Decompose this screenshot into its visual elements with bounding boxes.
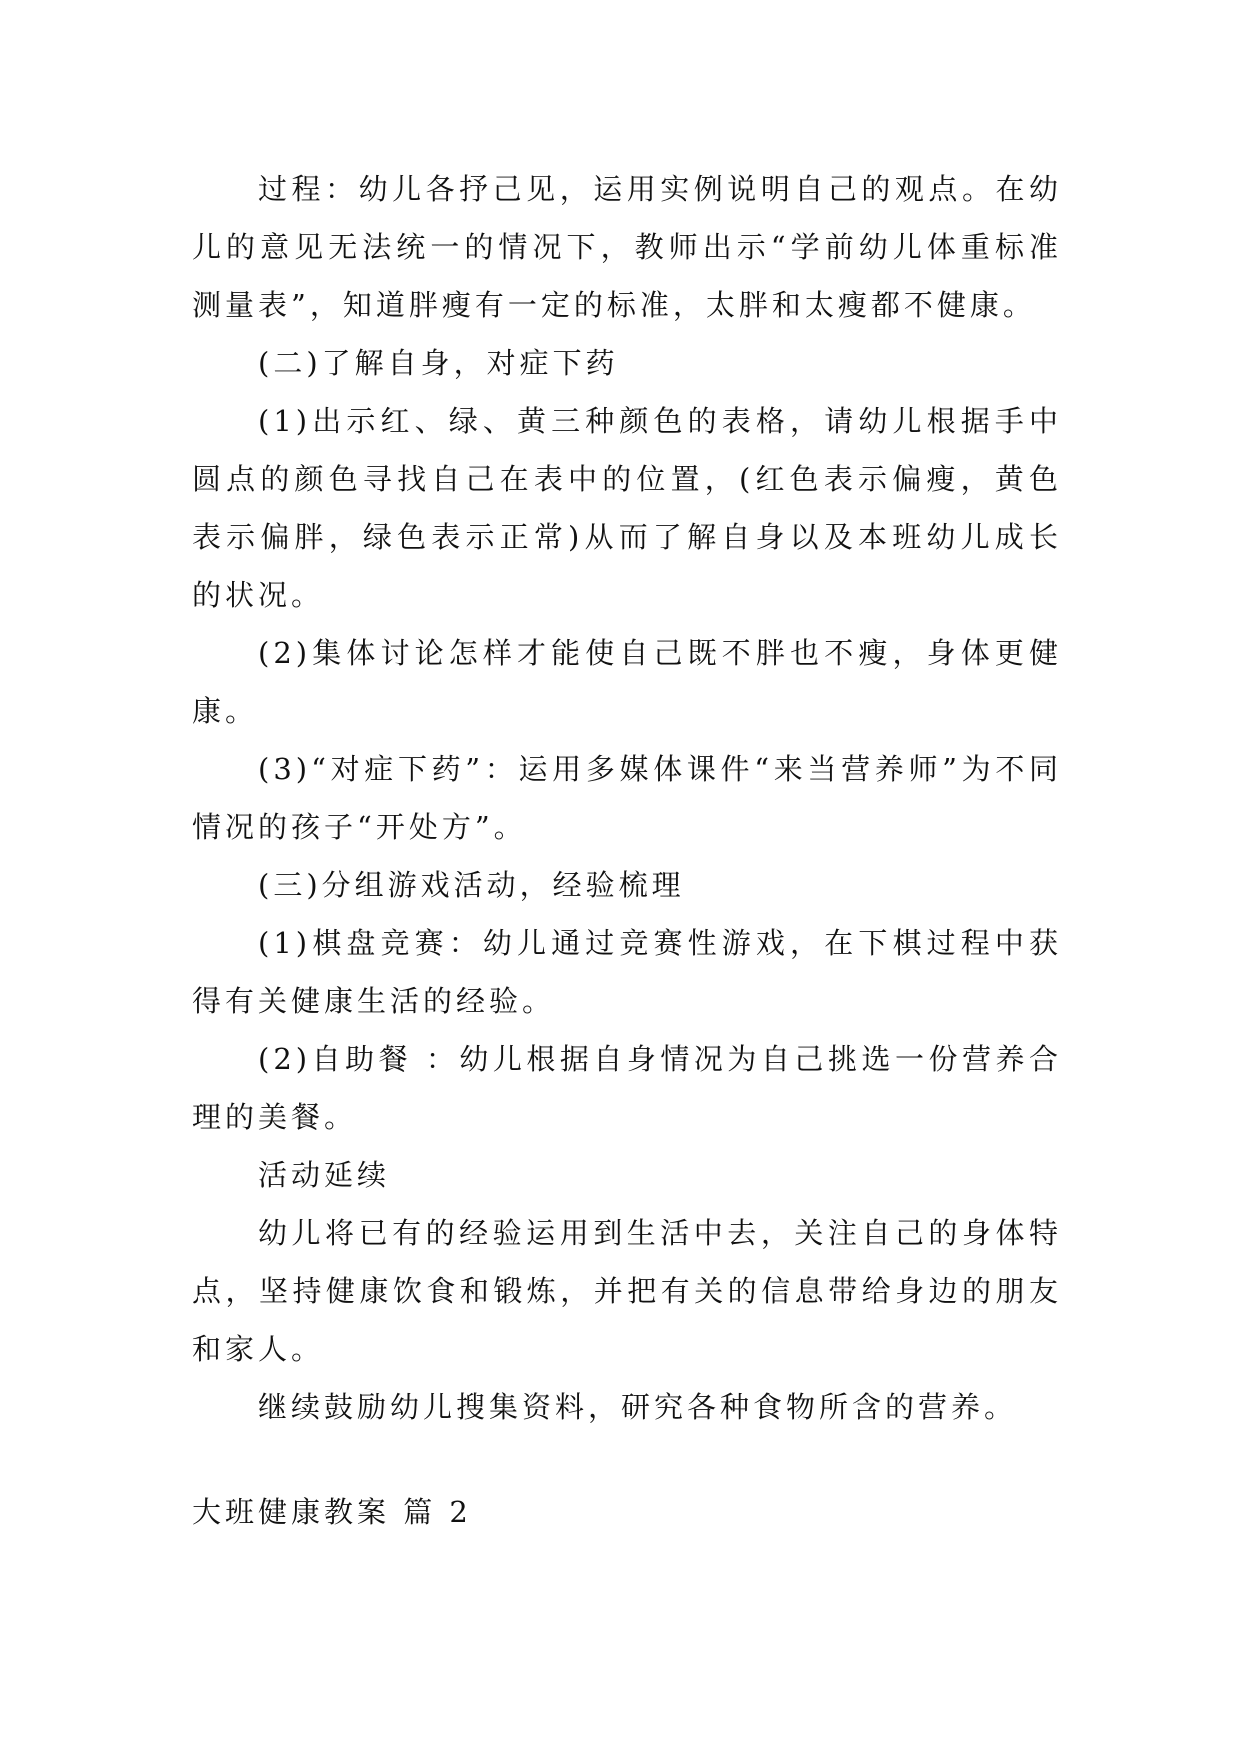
paragraph-step-1: (1)出示红、绿、黄三种颜色的表格，请幼儿根据手中圆点的颜色寻找自己在表中的位置，(红色表示偏瘦，黄色表示偏胖，绿色表示正常)从而了解自身以及本班幼儿成长的状况。 — [192, 404, 1062, 612]
paragraph-extension-title: 活动延续 — [258, 1158, 391, 1192]
paragraph-extension-1: 幼儿将已有的经验运用到生活中去，关注自己的身体特点，坚持健康饮食和锻炼，并把有关的信息带给身边的朋友和家人。 — [192, 1216, 1062, 1366]
paragraph-extension-2: 继续鼓励幼儿搜集资料，研究各种食物所含的营养。 — [258, 1390, 1018, 1424]
paragraph-step-2: (2)集体讨论怎样才能使自己既不胖也不瘦，身体更健康。 — [192, 636, 1062, 728]
paragraph-step-3: (3)“对症下药”：运用多媒体课件“来当营养师”为不同情况的孩子“开处方”。 — [192, 752, 1062, 844]
section-heading: 大班健康教案 篇 2 — [192, 1495, 472, 1529]
paragraph-subheading-3: (三)分组游戏活动，经验梳理 — [258, 868, 685, 902]
document-body — [192, 160, 1062, 1436]
paragraph-process: 过程：幼儿各抒己见，运用实例说明自己的观点。在幼儿的意见无法统一的情况下，教师出示“学前幼儿体重标准测量表”，知道胖瘦有一定的标准，太胖和太瘦都不健康。 — [192, 172, 1062, 322]
paragraph-game-1: (1)棋盘竞赛：幼儿通过竞赛性游戏，在下棋过程中获得有关健康生活的经验。 — [192, 926, 1062, 1018]
paragraph-subheading-2: (二)了解自身，对症下药 — [258, 346, 619, 380]
paragraph-game-2: (2)自助餐 ：幼儿根据自身情况为自己挑选一份营养合理的美餐。 — [192, 1042, 1062, 1134]
